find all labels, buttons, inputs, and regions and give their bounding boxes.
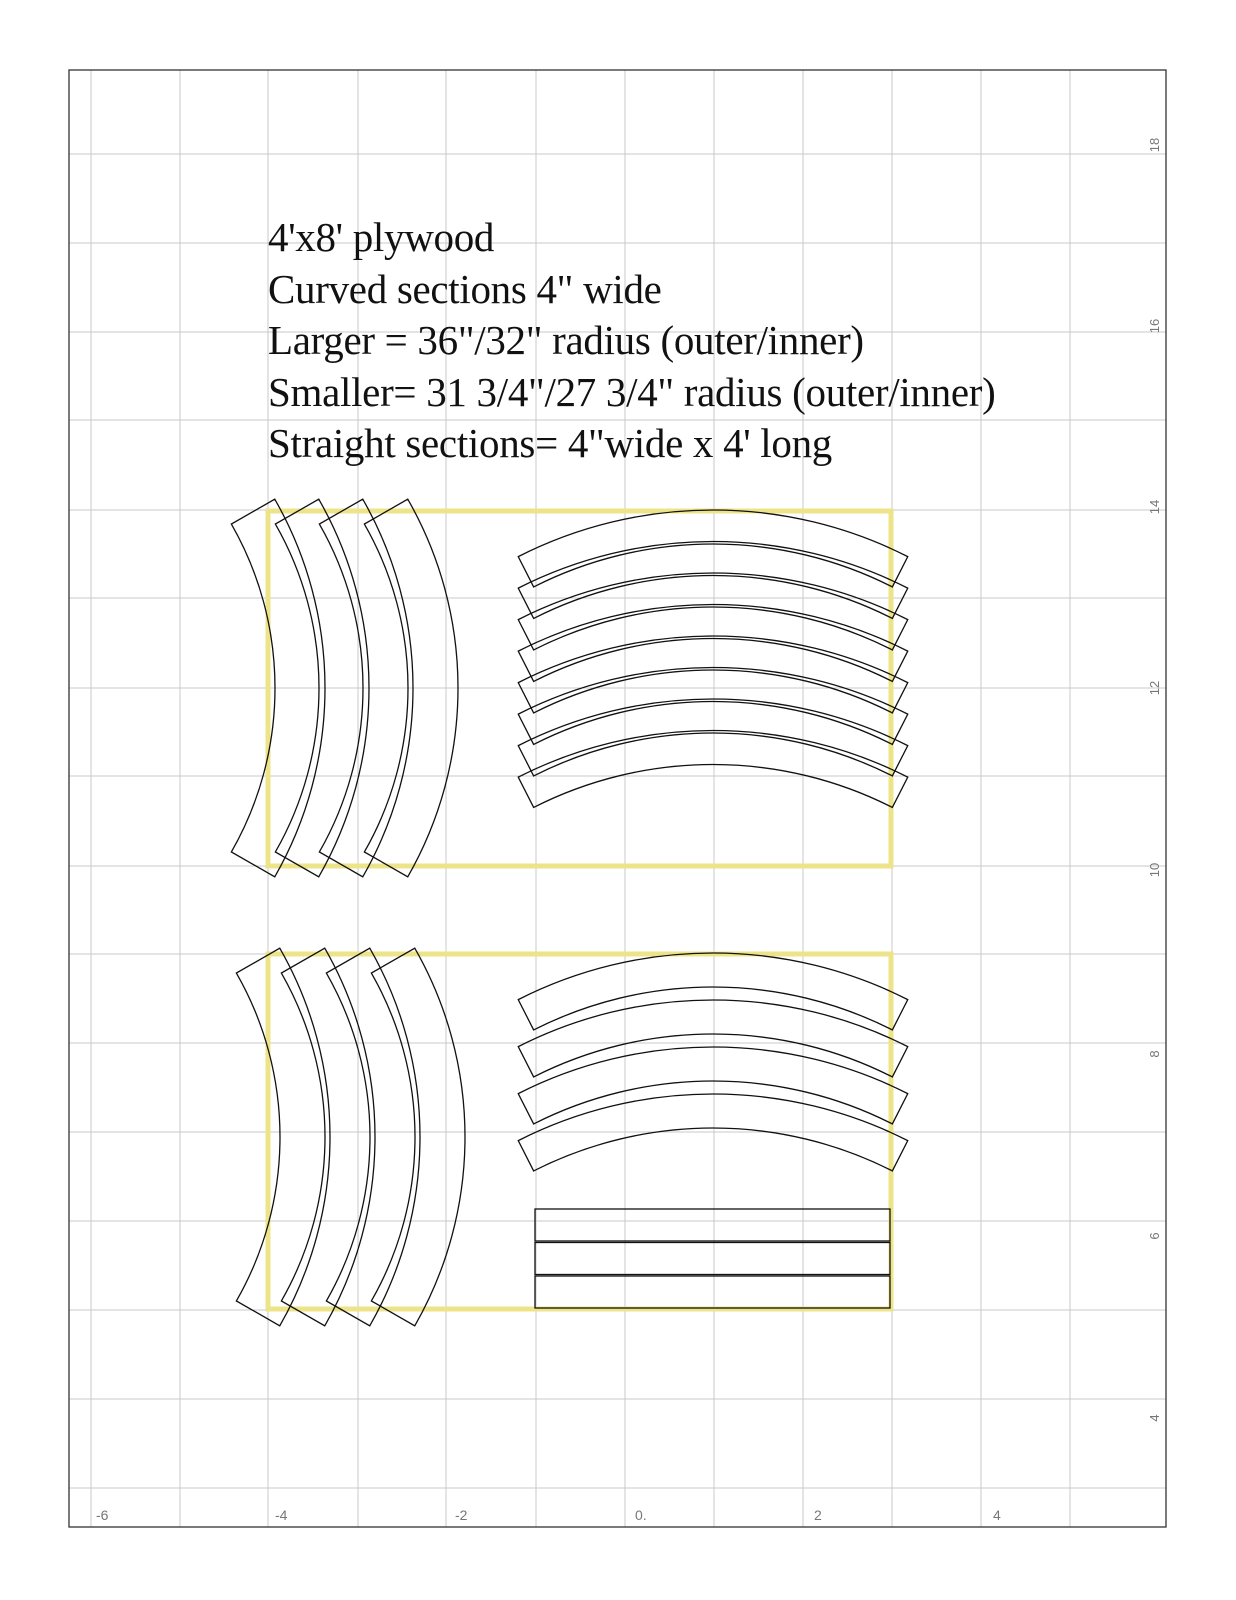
y-tick-6: 6 xyxy=(1147,1232,1162,1240)
x-tick-0: 0. xyxy=(635,1507,647,1523)
note-smaller-radius: Smaller= 31 3/4"/27 3/4" radius (outer/inner) xyxy=(268,368,996,415)
y-tick-18: 18 xyxy=(1147,137,1162,153)
note-larger-radius: Larger = 36"/32" radius (outer/inner) xyxy=(268,317,864,363)
x-axis-labels xyxy=(96,1507,1001,1523)
curved-section xyxy=(371,948,465,1326)
y-tick-4: 4 xyxy=(1147,1414,1162,1422)
y-tick-8: 8 xyxy=(1147,1050,1162,1058)
x-tick-neg6: -6 xyxy=(96,1507,109,1523)
x-tick-4: 4 xyxy=(993,1507,1001,1523)
straight-section xyxy=(535,1276,890,1308)
curved-section xyxy=(518,953,907,1030)
curved-section xyxy=(326,948,420,1326)
note-sheet-size: 4'x8' plywood xyxy=(268,214,495,260)
x-tick-neg4: -4 xyxy=(275,1507,288,1523)
notes-block xyxy=(268,212,1168,470)
plywood-sheet-2 xyxy=(236,948,907,1326)
straight-section xyxy=(535,1243,890,1275)
curved-section xyxy=(518,731,907,808)
curved-section xyxy=(281,948,375,1326)
straight-section xyxy=(535,1209,890,1241)
y-tick-16: 16 xyxy=(1147,318,1162,334)
y-tick-12: 12 xyxy=(1147,680,1162,696)
note-straight-sections: Straight sections= 4"wide x 4' long xyxy=(268,420,833,466)
y-tick-14: 14 xyxy=(1147,499,1162,515)
y-tick-10: 10 xyxy=(1147,862,1162,878)
curved-section xyxy=(236,948,330,1326)
note-curved-width: Curved sections 4" wide xyxy=(268,265,662,312)
x-tick-neg2: -2 xyxy=(455,1507,468,1523)
x-tick-2: 2 xyxy=(814,1507,822,1523)
